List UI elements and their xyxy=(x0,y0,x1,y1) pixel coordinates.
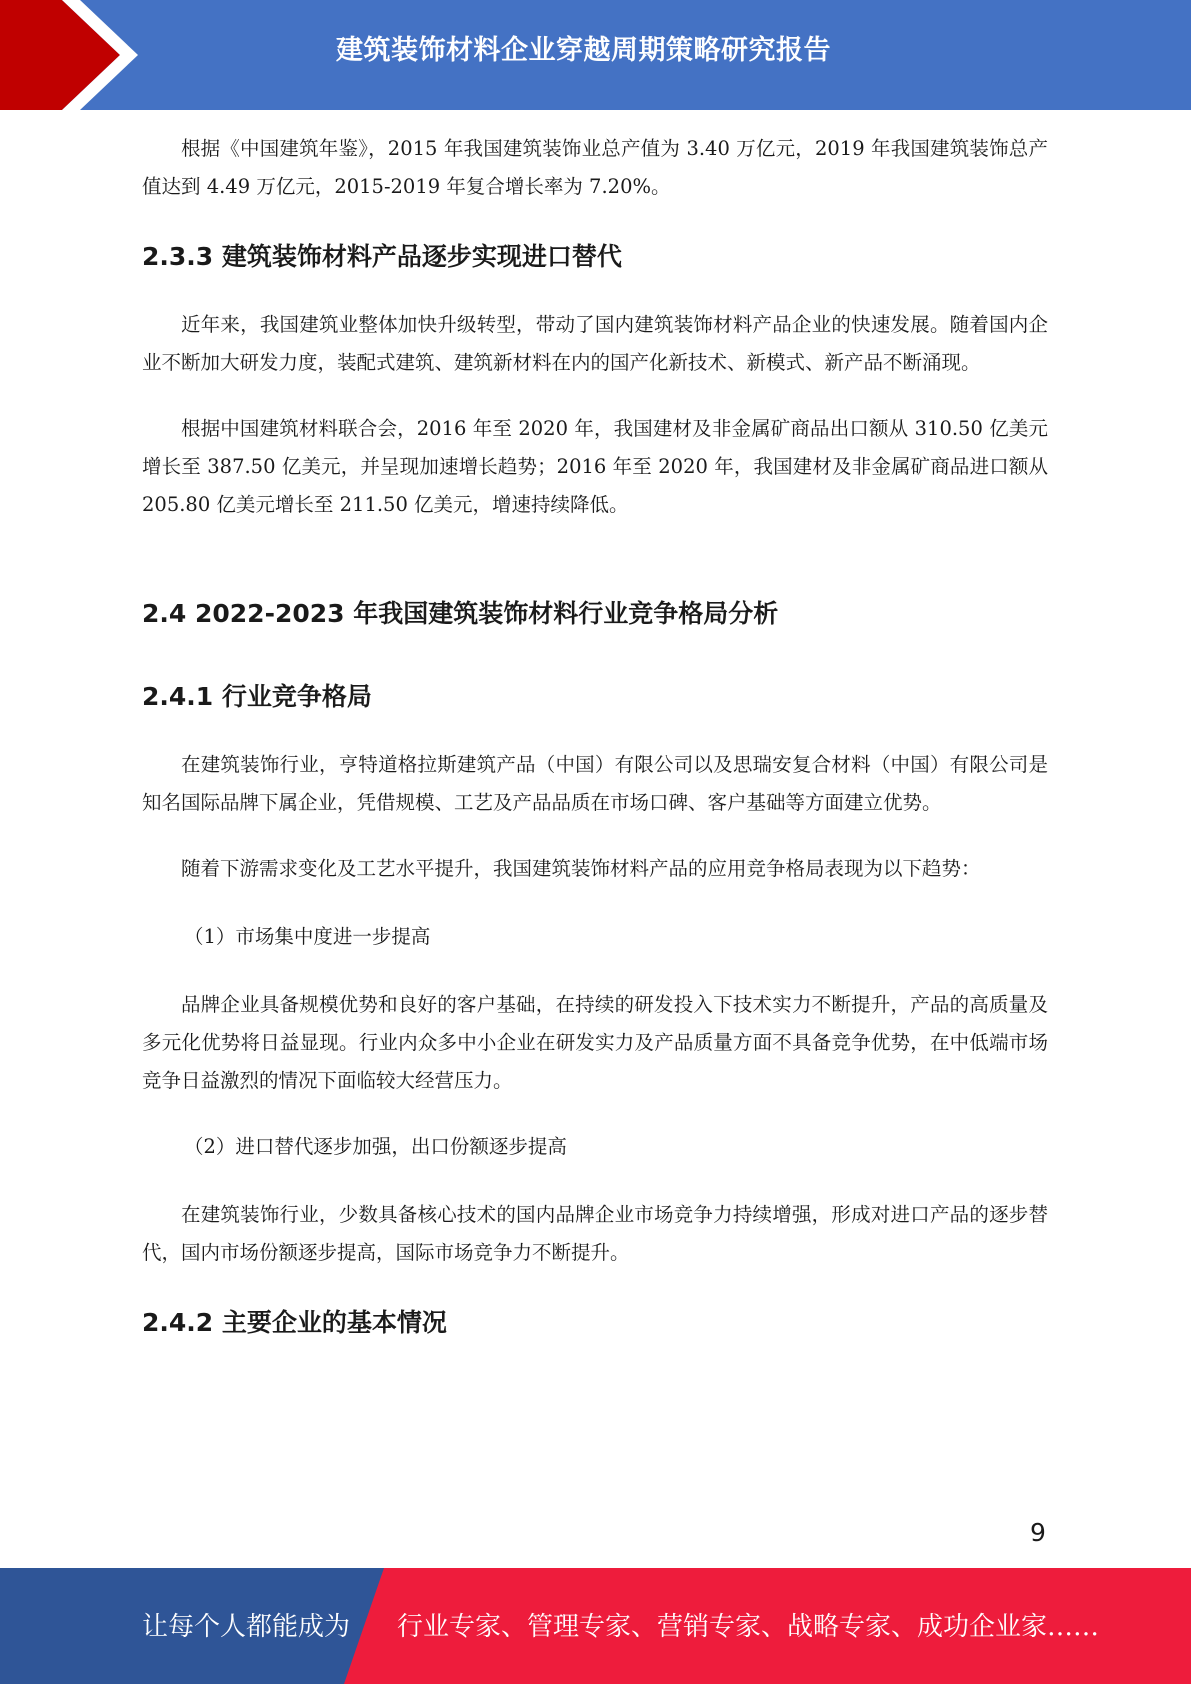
paragraph: 品牌企业具备规模优势和良好的客户基础，在持续的研发投入下技术实力不断提升，产品的高质量及多元化优势将日益显现。行业内众多中小企业在研发实力及产品质量方面不具备竞争优势，在中低端市场竞争日益激烈的情况下面临较大经营压力。 xyxy=(142,993,1048,1092)
paragraph: 随着下游需求变化及工艺水平提升，我国建筑装饰材料产品的应用竞争格局表现为以下趋势： xyxy=(181,857,981,880)
list-item: （1）市场集中度进一步提高 xyxy=(184,925,431,948)
paragraph: 在建筑装饰行业，亨特道格拉斯建筑产品（中国）有限公司以及思瑞安复合材料（中国）有限公司是知名国际品牌下属企业，凭借规模、工艺及产品品质在市场口碑、客户基础等方面建立优势。 xyxy=(142,753,1048,814)
header-chevron-decoration xyxy=(0,0,160,110)
page-footer-banner xyxy=(0,1568,1191,1684)
paragraph: 根据《中国建筑年鉴》，2015 年我国建筑装饰业总产值为 3.40 万亿元，2019 年我国建筑装饰总产值达到 4.49 万亿元，2015-2019 年复合增长率为 7.20%。 xyxy=(142,137,1048,198)
list-item: （2）进口替代逐步加强，出口份额逐步提高 xyxy=(184,1135,567,1158)
section-heading-2-4-2: 2.4.2 主要企业的基本情况 xyxy=(142,1308,447,1337)
report-title: 建筑装饰材料企业穿越周期策略研究报告 xyxy=(336,35,831,66)
page-number: 9 xyxy=(1030,1518,1046,1547)
document-body xyxy=(142,130,1048,1339)
paragraph: 近年来，我国建筑业整体加快升级转型，带动了国内建筑装饰材料产品企业的快速发展。随着国内企业不断加大研发力度，装配式建筑、建筑新材料在内的国产化新技术、新模式、新产品不断涌现。 xyxy=(142,313,1048,374)
section-heading-2-4: 2.4 2022-2023 年我国建筑装饰材料行业竞争格局分析 xyxy=(142,599,779,628)
section-heading-2-4-1: 2.4.1 行业竞争格局 xyxy=(142,682,372,711)
footer-slogan-right: 行业专家、管理专家、营销专家、战略专家、成功企业家…… xyxy=(397,1612,1100,1642)
paragraph: 在建筑装饰行业，少数具备核心技术的国内品牌企业市场竞争力持续增强，形成对进口产品的逐步替代，国内市场份额逐步提高，国际市场竞争力不断提升。 xyxy=(142,1203,1048,1264)
section-heading-2-3-3: 2.3.3 建筑装饰材料产品逐步实现进口替代 xyxy=(142,242,622,271)
page-header-banner xyxy=(0,0,1191,110)
paragraph: 根据中国建筑材料联合会，2016 年至 2020 年，我国建材及非金属矿商品出口额从 310.50 亿美元增长至 387.50 亿美元，并呈现加速增长趋势；2016 年至 2020 年，我国建材及非金属矿商品进口额从 205.80 亿美元增长至 211.50 亿美元，增速持续降低。 xyxy=(142,417,1048,516)
footer-slogan-left: 让每个人都能成为 xyxy=(142,1612,351,1642)
